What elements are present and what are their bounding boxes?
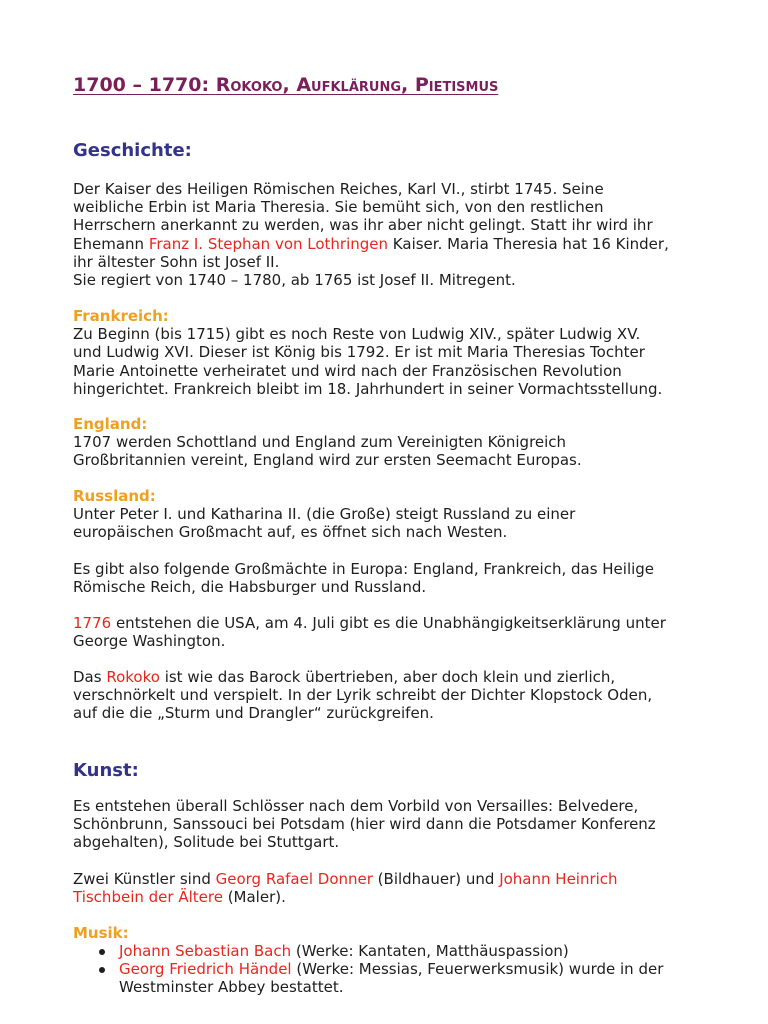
- highlight-name: Georg Rafael Donner: [215, 870, 373, 888]
- text-line: [73, 888, 713, 906]
- title-terms: Rokoko, Aufklärung, Pietismus: [215, 74, 499, 96]
- paragraph-kaiser: [73, 180, 713, 289]
- text-line: auf die die „Sturm und Drangler“ zurückgreifen.: [73, 704, 434, 723]
- text-line: abgehalten), Solitude bei Stuttgart.: [73, 833, 340, 852]
- highlight-name: Johann Heinrich: [499, 870, 618, 888]
- text-fragment: ist wie das Barock übertrieben, aber doch klein und zierlich,: [159, 668, 616, 686]
- section-frankreich: [73, 307, 713, 398]
- highlight-term: Rokoko: [106, 668, 160, 686]
- text-line: George Washington.: [73, 632, 226, 651]
- subheading-musik-label: Musik:: [73, 924, 129, 942]
- paragraph-kuenstler: [73, 870, 713, 906]
- text-line: verschnörkelt und verspielt. In der Lyrik schreibt der Dichter Klopstock Oden,: [73, 686, 653, 705]
- text-fragment: Das: [73, 668, 107, 686]
- text-line: [73, 235, 713, 253]
- heading-geschichte: Geschichte:: [73, 140, 192, 161]
- text-fragment: Kaiser. Maria Theresia hat 16 Kinder,: [388, 234, 669, 253]
- text-fragment: (Maler).: [222, 888, 286, 907]
- paragraph-usa: [73, 614, 713, 650]
- text-line: und Ludwig XVI. Dieser ist König bis 1792. Er ist mit Maria Theresias Tochter: [73, 343, 645, 362]
- text-fragment: Ehemann: [73, 234, 149, 253]
- text-line: Römische Reich, die Habsburger und Russland.: [73, 578, 427, 597]
- text-line: hingerichtet. Frankreich bleibt im 18. Jahrhundert in seiner Vormachtsstellung.: [73, 379, 663, 398]
- text-line: Der Kaiser des Heiligen Römischen Reiches, Karl VI., stirbt 1745. Seine: [73, 180, 604, 198]
- text-fragment: (Bildhauer) und: [372, 870, 500, 888]
- text-line: Schönbrunn, Sanssouci bei Potsdam (hier wird dann die Potsdamer Konferenz: [73, 815, 656, 834]
- list-item: [73, 960, 713, 996]
- highlight-name: Franz I. Stephan von Lothringen: [148, 234, 389, 253]
- text-line: Es gibt also folgende Großmächte in Europa: England, Frankreich, das Heilige: [73, 560, 655, 578]
- text-fragment: (Werke: Messias, Feuerwerksmusik) wurde in der: [291, 960, 664, 979]
- subheading-musik: [73, 924, 713, 942]
- text-line: Es entstehen überall Schlösser nach dem Vorbild von Versailles: Belvedere,: [73, 797, 639, 815]
- text-line: Zu Beginn (bis 1715) gibt es noch Reste von Ludwig XIV., später Ludwig XV.: [73, 325, 641, 344]
- subheading-england: England:: [73, 415, 148, 433]
- paragraph-grossmaechte: [73, 560, 713, 596]
- text-line: [73, 614, 713, 632]
- heading-kunst: Kunst:: [73, 760, 139, 781]
- text-fragment: (Werke: Kantaten, Matthäuspassion): [291, 942, 569, 960]
- subheading-frankreich: Frankreich:: [73, 307, 169, 325]
- page-title: [73, 74, 498, 96]
- highlight-name: Tischbein der Ältere: [73, 888, 223, 907]
- text-fragment: Zwei Künstler sind: [73, 870, 216, 888]
- section-russland: [73, 487, 713, 542]
- music-list: [73, 942, 713, 997]
- subheading-russland: Russland:: [73, 487, 156, 505]
- text-line: weibliche Erbin ist Maria Theresia. Sie bemüht sich, von den restlichen: [73, 198, 604, 217]
- paragraph-rokoko: [73, 668, 713, 723]
- text-line: [73, 668, 713, 686]
- text-line: Sie regiert von 1740 – 1780, ab 1765 ist Josef II. Mitregent.: [73, 271, 516, 290]
- section-england: [73, 415, 713, 470]
- text-line: [73, 870, 713, 888]
- text-line: ihr ältester Sohn ist Josef II.: [73, 252, 280, 271]
- text-line: europäischen Großmacht auf, es öffnet sich nach Westen.: [73, 523, 508, 542]
- text-line: Herrschern anerkannt zu werden, was ihr aber nicht gelingt. Statt ihr wird ihr: [73, 216, 653, 235]
- text-line: Großbritannien vereint, England wird zur ersten Seemacht Europas.: [73, 451, 582, 470]
- composer-name: Johann Sebastian Bach: [119, 942, 292, 960]
- title-years: 1700 – 1770:: [73, 74, 210, 96]
- composer-name: Georg Friedrich Händel: [119, 960, 292, 979]
- text-fragment: entstehen die USA, am 4. Juli gibt es die Unabhängigkeitserklärung unter: [111, 614, 666, 632]
- text-line: 1707 werden Schottland und England zum Vereinigten Königreich: [73, 433, 567, 452]
- text-line: Westminster Abbey bestattet.: [119, 978, 344, 997]
- highlight-year: 1776: [73, 614, 112, 632]
- text-line: Marie Antoinette verheiratet und wird nach der Französischen Revolution: [73, 361, 622, 380]
- paragraph-schloesser: [73, 797, 713, 852]
- list-item: [73, 942, 713, 960]
- text-line: Unter Peter I. und Katharina II. (die Große) steigt Russland zu einer: [73, 505, 576, 524]
